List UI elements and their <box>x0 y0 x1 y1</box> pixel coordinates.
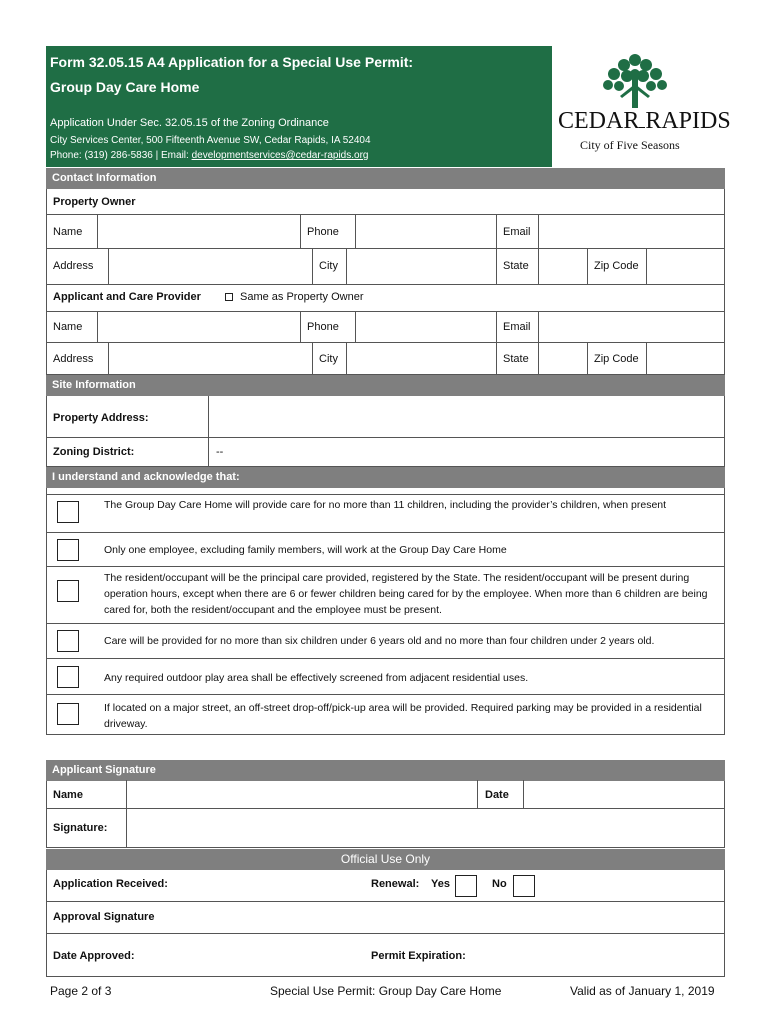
form-subtitle: Application Under Sec. 32.05.15 of the Zoning Ordinance <box>50 117 329 129</box>
owner-zip-label: Zip Code <box>594 260 639 272</box>
signature-field[interactable] <box>127 809 724 848</box>
property-address-label: Property Address: <box>53 412 149 424</box>
contact-section-header: Contact Information <box>46 168 725 189</box>
form-title-line1: Form 32.05.15 A4 Application for a Special Use Permit: <box>50 54 414 70</box>
ack-checkbox-1[interactable] <box>57 501 79 523</box>
applicant-zip-field[interactable] <box>647 343 724 375</box>
footer-page-number: Page 2 of 3 <box>50 984 112 998</box>
applicant-name-label: Name <box>53 321 83 333</box>
renewal-no-checkbox[interactable] <box>513 875 535 897</box>
logo-wordmark: CEDAR RAPIDS <box>558 108 731 134</box>
applicant-phone-field[interactable] <box>356 312 496 342</box>
applicant-zip-label: Zip Code <box>594 353 639 365</box>
signature-name-field[interactable] <box>127 781 477 808</box>
ack-checkbox-2[interactable] <box>57 539 79 561</box>
signature-label: Signature: <box>53 822 108 834</box>
owner-zip-field[interactable] <box>647 249 724 284</box>
ack-text-5: Any required outdoor play area shall be effectively screened from adjacent residential uses. <box>104 672 529 684</box>
applicant-city-field[interactable] <box>347 343 496 375</box>
renewal-no-label: No <box>492 878 507 890</box>
owner-phone-label: Phone <box>307 226 339 238</box>
email-link[interactable]: developmentservices@cedar-rapids.org <box>191 150 369 161</box>
ack-text-3: The resident/occupant will be the principal care provided, registered by the State. The resident/occupant will be present during operation hours, except when there are 6 or fewer children being cared for by the employee. When more than 6 children are being cared for, both the resident/occupant and the employee must be present. <box>104 572 708 616</box>
owner-state-field[interactable] <box>539 249 587 284</box>
zoning-district-label: Zoning District: <box>53 446 135 458</box>
zoning-district-value[interactable]: -- <box>216 446 224 458</box>
owner-address-field[interactable] <box>109 249 312 284</box>
owner-name-field[interactable] <box>98 215 300 248</box>
owner-city-field[interactable] <box>347 249 496 284</box>
ack-checkbox-6[interactable] <box>57 703 79 725</box>
contact-line <box>50 150 368 161</box>
applicant-city-label: City <box>319 353 338 365</box>
signature-date-field[interactable] <box>524 781 724 808</box>
renewal-yes-checkbox[interactable] <box>455 875 477 897</box>
owner-email-label: Email <box>503 226 531 238</box>
owner-state-label: State <box>503 260 529 272</box>
applicant-name-field[interactable] <box>98 312 300 342</box>
permit-expiration-label: Permit Expiration: <box>371 950 466 962</box>
form-title-line2: Group Day Care Home <box>50 79 200 95</box>
applicant-address-field[interactable] <box>109 343 312 375</box>
property-owner-heading: Property Owner <box>53 196 136 208</box>
footer-title: Special Use Permit: Group Day Care Home <box>270 984 502 998</box>
ack-text-1: The Group Day Care Home will provide care for no more than 11 children, including the provider’s children, when present <box>104 499 667 511</box>
renewal-label: Renewal: <box>371 878 420 890</box>
owner-city-label: City <box>319 260 338 272</box>
tree-logo-icon <box>602 52 668 110</box>
signature-date-label: Date <box>485 789 509 801</box>
property-address-field[interactable] <box>209 397 724 437</box>
application-received-label: Application Received: <box>53 878 168 890</box>
same-as-owner-checkbox[interactable] <box>225 293 233 301</box>
form-header <box>46 46 552 167</box>
ack-checkbox-4[interactable] <box>57 630 79 652</box>
owner-address-label: Address <box>53 260 94 272</box>
applicant-email-field[interactable] <box>539 312 724 342</box>
cedar-rapids-logo <box>556 52 731 164</box>
applicant-state-field[interactable] <box>539 343 587 375</box>
office-address: City Services Center, 500 Fifteenth Avenue SW, Cedar Rapids, IA 52404 <box>50 135 371 146</box>
same-as-owner-label: Same as Property Owner <box>240 291 364 303</box>
ack-text-4: Care will be provided for no more than six children under 6 years old and no more than four children under 2 years old. <box>104 635 655 647</box>
footer-valid-date: Valid as of January 1, 2019 <box>570 984 715 998</box>
applicant-phone-label: Phone <box>307 321 339 333</box>
ack-text-6: If located on a major street, an off-street drop-off/pick-up area will be provided. Required parking may be provided in a residential driveway. <box>104 702 702 730</box>
ack-checkbox-5[interactable] <box>57 666 79 688</box>
renewal-yes-label: Yes <box>431 878 450 890</box>
contact-phone: Phone: (319) 286-5836 | Email: <box>50 150 192 161</box>
applicant-heading: Applicant and Care Provider <box>53 291 201 303</box>
ack-checkbox-3[interactable] <box>57 580 79 602</box>
owner-phone-field[interactable] <box>356 215 496 248</box>
site-section-header: Site Information <box>46 375 725 396</box>
date-approved-label: Date Approved: <box>53 950 135 962</box>
approval-signature-label: Approval Signature <box>53 911 155 923</box>
owner-email-field[interactable] <box>539 215 724 248</box>
applicant-email-label: Email <box>503 321 531 333</box>
applicant-address-label: Address <box>53 353 94 365</box>
ack-section-header: I understand and acknowledge that: <box>46 467 725 488</box>
owner-name-label: Name <box>53 226 83 238</box>
ack-text-2: Only one employee, excluding family members, will work at the Group Day Care Home <box>104 544 507 556</box>
signature-name-label: Name <box>53 789 83 801</box>
applicant-state-label: State <box>503 353 529 365</box>
signature-section-header: Applicant Signature <box>46 760 725 781</box>
official-section-header: Official Use Only <box>46 849 725 870</box>
logo-tagline: City of Five Seasons <box>580 138 680 152</box>
